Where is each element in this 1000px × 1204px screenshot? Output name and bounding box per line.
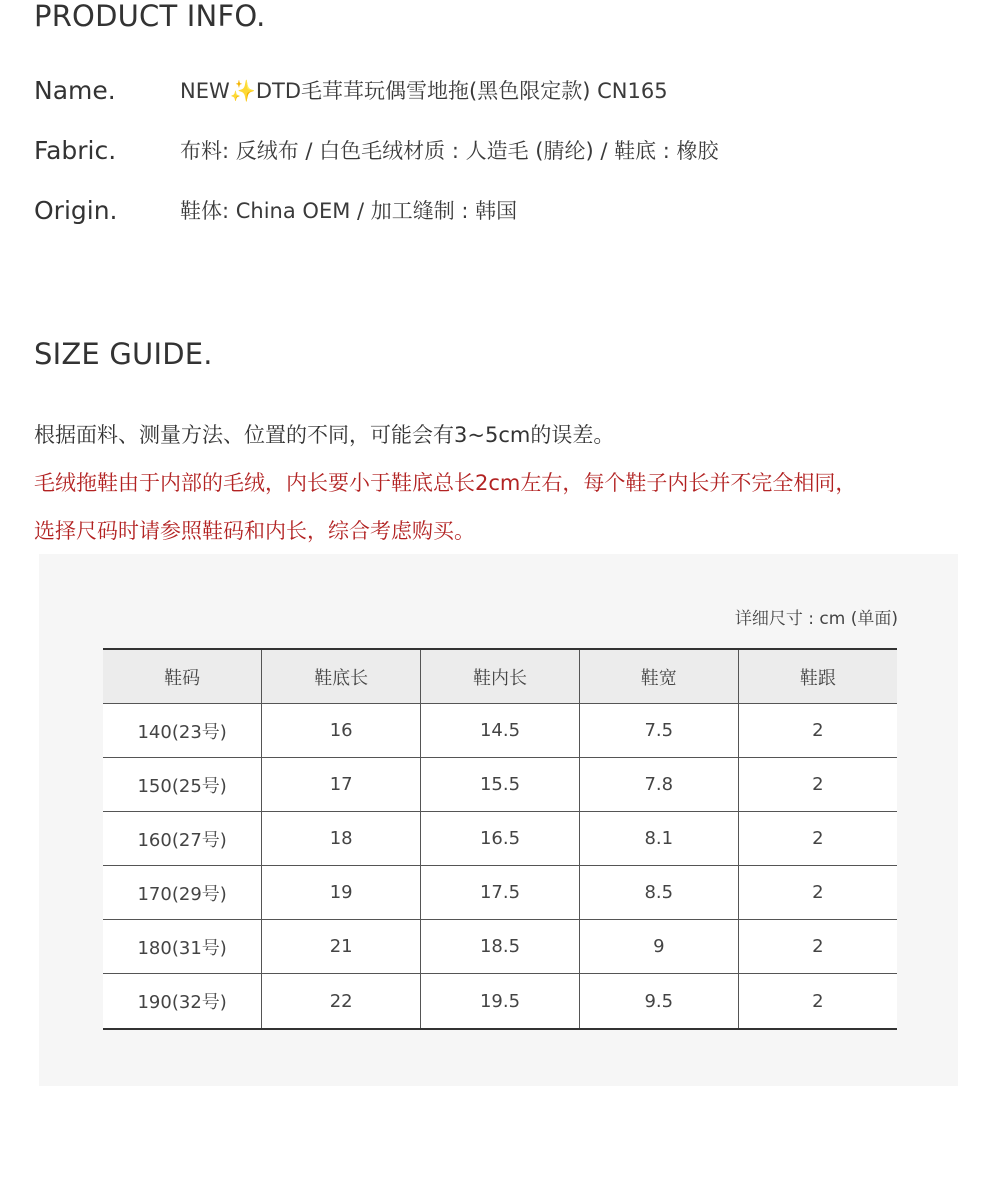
table-cell: 7.8	[579, 758, 738, 812]
table-cell: 2	[738, 704, 897, 758]
table-cell: 22	[262, 974, 421, 1030]
fabric-value: 布料: 反绒布 / 白色毛绒材质 : 人造毛 (腈纶) / 鞋底 : 橡胶	[180, 139, 719, 163]
table-cell: 15.5	[421, 758, 580, 812]
table-cell: 8.5	[579, 866, 738, 920]
table-cell: 21	[262, 920, 421, 974]
table-cell: 190(32号)	[103, 974, 262, 1030]
table-cell: 19.5	[421, 974, 580, 1030]
table-row	[103, 920, 897, 974]
table-cell: 2	[738, 920, 897, 974]
table-cell: 150(25号)	[103, 758, 262, 812]
table-cell: 14.5	[421, 704, 580, 758]
table-cell: 18.5	[421, 920, 580, 974]
table-cell: 140(23号)	[103, 704, 262, 758]
table-cell: 9.5	[579, 974, 738, 1030]
table-cell: 170(29号)	[103, 866, 262, 920]
measurement-error-note: 根据面料、测量方法、位置的不同，可能会有3~5cm的误差。	[34, 423, 615, 447]
header-width: 鞋宽	[579, 649, 738, 704]
size-table	[103, 648, 897, 1030]
product-info-title: PRODUCT INFO.	[34, 0, 266, 33]
table-cell: 2	[738, 866, 897, 920]
table-row	[103, 974, 897, 1030]
table-header-row	[103, 649, 897, 704]
table-cell: 180(31号)	[103, 920, 262, 974]
table-cell: 8.1	[579, 812, 738, 866]
header-sole-length: 鞋底长	[262, 649, 421, 704]
size-guide-title: SIZE GUIDE.	[34, 337, 213, 371]
table-cell: 7.5	[579, 704, 738, 758]
table-cell: 17.5	[421, 866, 580, 920]
name-label: Name.	[34, 76, 116, 105]
table-row	[103, 866, 897, 920]
inner-length-warning: 毛绒拖鞋由于内部的毛绒，内长要小于鞋底总长2cm左右，每个鞋子内长并不完全相同，	[34, 471, 857, 495]
unit-label: 详细尺寸 : cm (单面)	[734, 609, 898, 629]
size-table-panel	[39, 554, 958, 1086]
table-cell: 16	[262, 704, 421, 758]
table-cell: 19	[262, 866, 421, 920]
name-value: NEW✨DTD毛茸茸玩偶雪地拖(黑色限定款) CN165	[180, 79, 668, 103]
size-selection-advice: 选择尺码时请参照鞋码和内长，综合考虑购买。	[34, 519, 475, 543]
table-cell: 18	[262, 812, 421, 866]
table-cell: 2	[738, 758, 897, 812]
table-cell: 2	[738, 974, 897, 1030]
origin-value: 鞋体: China OEM / 加工缝制 : 韩国	[180, 199, 518, 223]
fabric-label: Fabric.	[34, 136, 117, 165]
header-shoe-size: 鞋码	[103, 649, 262, 704]
table-cell: 160(27号)	[103, 812, 262, 866]
header-inner-length: 鞋内长	[421, 649, 580, 704]
table-cell: 16.5	[421, 812, 580, 866]
table-row	[103, 758, 897, 812]
origin-label: Origin.	[34, 196, 118, 225]
table-cell: 9	[579, 920, 738, 974]
header-heel: 鞋跟	[738, 649, 897, 704]
table-cell: 17	[262, 758, 421, 812]
table-row	[103, 812, 897, 866]
table-cell: 2	[738, 812, 897, 866]
table-row	[103, 704, 897, 758]
